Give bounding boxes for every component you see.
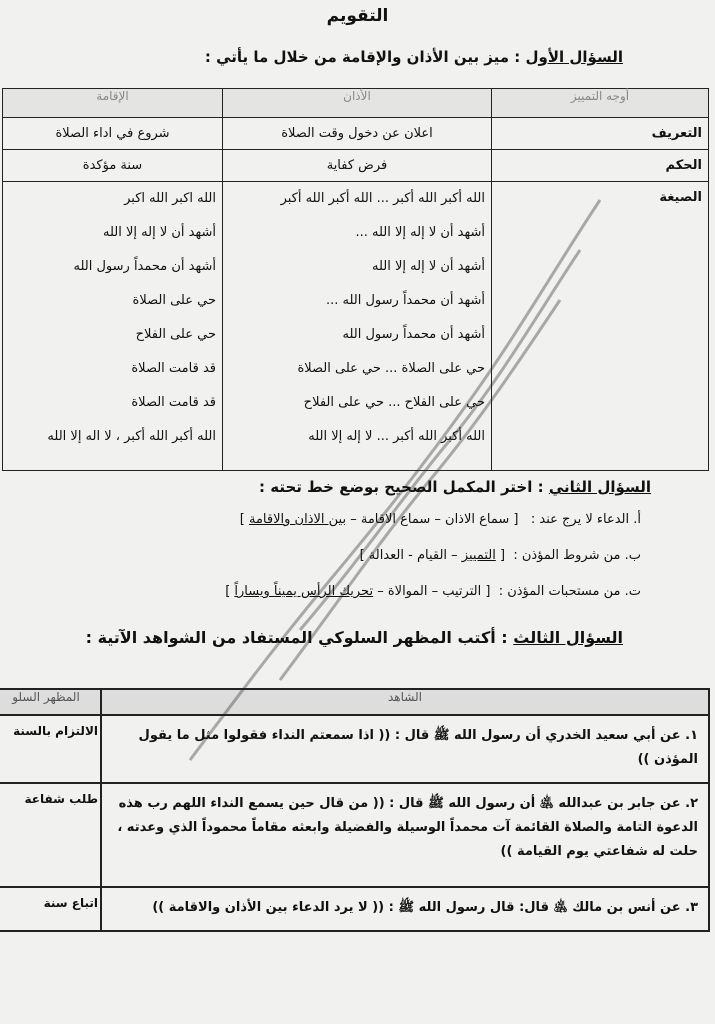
page-title: التقويم — [326, 6, 389, 26]
options-before: [ الترتيب – الموالاة – — [373, 584, 491, 599]
options-before: [ — [495, 548, 506, 563]
behavior-cell: الالتزام بالسنة — [0, 715, 101, 783]
question-1-text: : ميز بين الأذان والإقامة من خلال ما يأتي : — [204, 48, 521, 66]
adhan-definition: اعلان عن دخول وقت الصلاة — [223, 118, 492, 150]
item-stem: من شروط المؤذن : — [513, 548, 621, 563]
underlined-answer: بين الاذان والاقامة — [249, 512, 347, 527]
question-1-label: السؤال الأول — [525, 48, 623, 66]
question-3-label: السؤال الثالث — [513, 628, 623, 647]
row-label-formula: الصيغة — [492, 182, 709, 471]
row-label-ruling: الحكم — [492, 150, 709, 182]
question-3-text: : أكتب المظهر السلوكي المستفاد من الشواهد الآتية : — [85, 628, 508, 647]
adhan-line: حي على الفلاح ... حي على الفلاح — [303, 395, 485, 410]
options-after: ] — [225, 584, 235, 599]
adhan-line: حي على الصلاة ... حي على الصلاة — [297, 361, 485, 376]
evidence-text: ١. عن أبي سعيد الخدري أن رسول الله ﷺ قال : (( اذا سمعتم النداء فقولوا مثل ما يقول المؤذن )) — [101, 715, 709, 783]
iqama-line: الله اكبر الله اكبر — [124, 191, 216, 206]
options-after: ] — [239, 512, 249, 527]
behavior-cell: اتباع سنة — [0, 887, 101, 931]
iqama-definition: شروع في اداء الصلاة — [3, 118, 223, 150]
adhan-line: الله أكبر الله أكبر ... الله أكبر الله أكبر — [280, 191, 485, 206]
header-iqama: الإقامة — [3, 89, 223, 118]
item-marker: أ. — [633, 512, 641, 527]
adhan-line: أشهد أن لا إله إلا الله — [372, 259, 485, 274]
underlined-answer: التمييز — [461, 548, 496, 563]
underlined-answer: تحريك الرأس يميناً ويساراً — [234, 584, 374, 599]
iqama-ruling: سنة مؤكدة — [3, 150, 223, 182]
iqama-line: حي على الفلاح — [135, 327, 216, 342]
adhan-line: أشهد أن محمداً رسول الله — [342, 327, 485, 342]
adhan-line: أشهد أن محمداً رسول الله ... — [325, 293, 485, 308]
row-label-definition: التعريف — [492, 118, 709, 150]
adhan-ruling: فرض كفاية — [223, 150, 492, 182]
question-2-label: السؤال الثاني — [548, 478, 651, 496]
header-criteria: أوجه التمييز — [492, 89, 709, 118]
evidence-text: ٢. عن جابر بن عبدالله ﵁ أن رسول الله ﷺ قال : (( من قال حين يسمع النداء اللهم رب هذه الدعوة التامة والصلاة القائمة آت محمداً الوسيلة والفضيلة وابعثه مقاماً محموداً الذي وعدته ، حلت له شفاعتي يوم القيامة )) — [101, 783, 709, 887]
options-before: [ سماع الاذان – سماع الاقامة – — [346, 512, 519, 527]
evidence-text: ٣. عن أنس بن مالك ﵁ قال: قال رسول الله ﷺ : (( لا يرد الدعاء بين الأذان والاقامة )) — [101, 887, 709, 931]
iqama-line: الله أكبر الله أكبر ، لا اله إلا الله — [47, 429, 216, 444]
iqama-line: أشهد أن لا إله إلا الله — [103, 225, 216, 240]
adhan-line: أشهد أن لا إله إلا الله ... — [355, 225, 485, 240]
behavior-cell: طلب شفاعة — [0, 783, 101, 887]
header-evidence: الشاهد — [101, 689, 709, 715]
iqama-line: قد قامت الصلاة — [131, 395, 216, 410]
item-stem: من مستحبات المؤذن : — [498, 584, 621, 599]
header-adhan: الأذان — [223, 89, 492, 118]
iqama-line: قد قامت الصلاة — [131, 361, 216, 376]
item-marker: ب. — [624, 548, 641, 563]
options-after: – القيام - العدالة ] — [359, 548, 462, 563]
iqama-line: حي على الصلاة — [132, 293, 216, 308]
item-stem: الدعاء لا يرج عند : — [530, 512, 630, 527]
question-2-text: : اختر المكمل الصحيح بوضع خط تحته : — [259, 478, 544, 496]
item-marker: ت. — [624, 584, 641, 599]
header-behavior: المظهر السلو — [0, 689, 101, 715]
iqama-line: أشهد أن محمداً رسول الله — [73, 259, 216, 274]
adhan-line: الله أكبر الله أكبر ... لا إله إلا الله — [308, 429, 485, 444]
